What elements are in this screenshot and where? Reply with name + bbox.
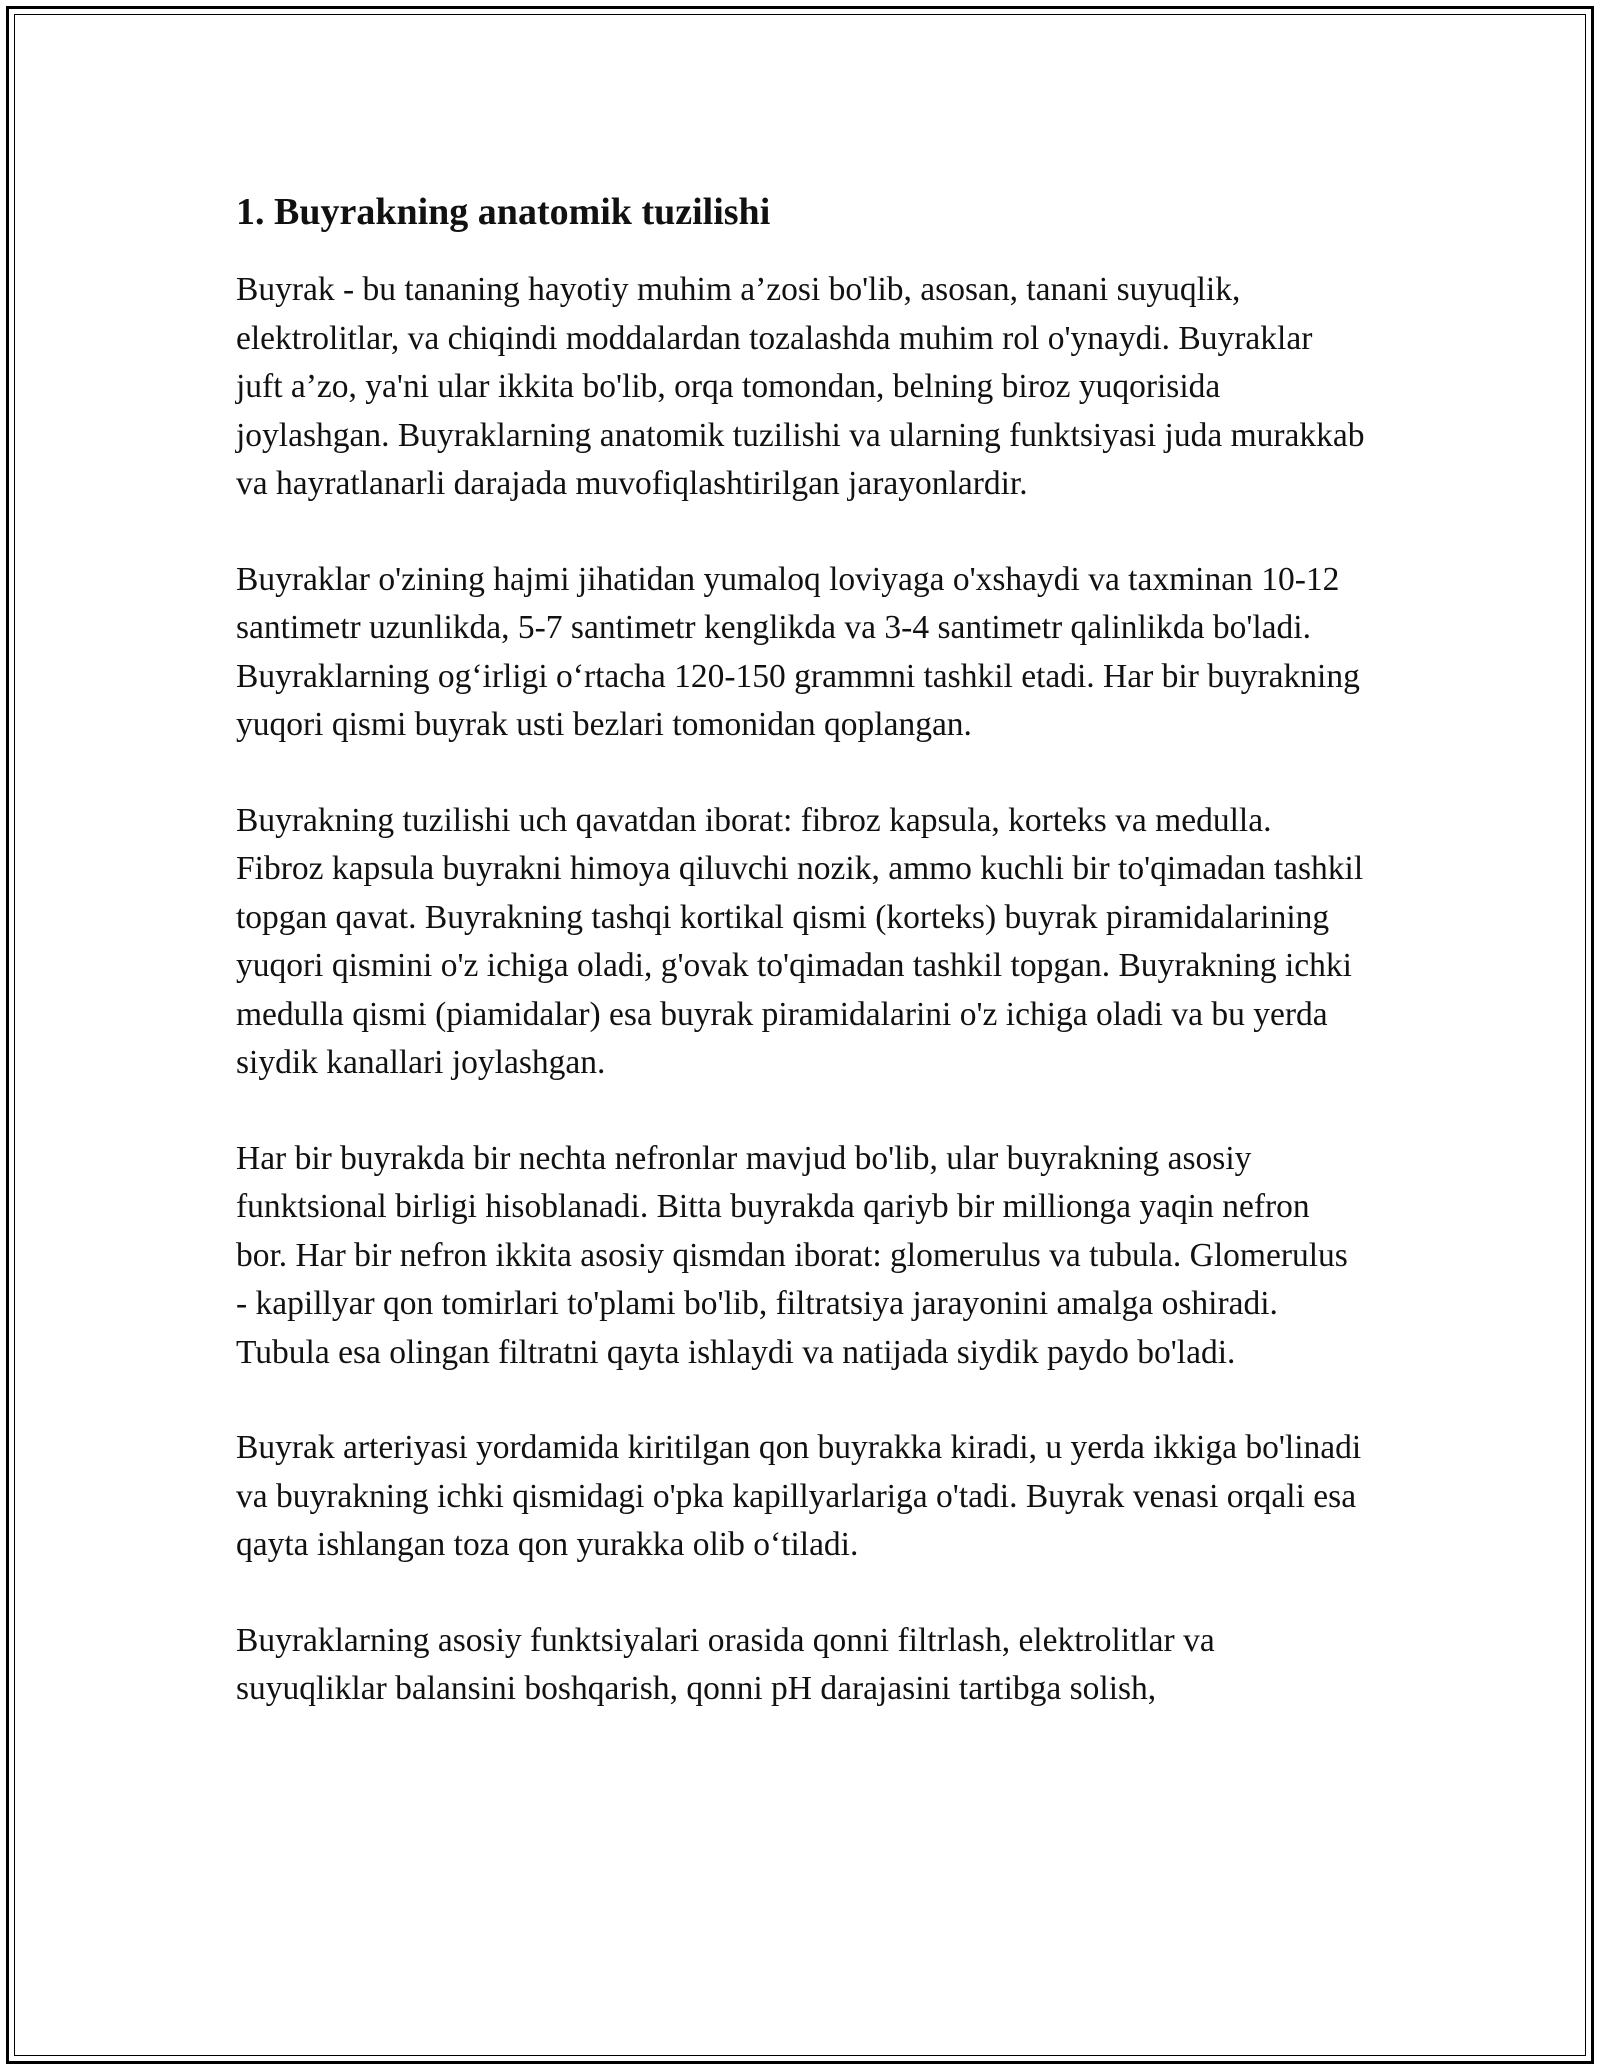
paragraph-1: Buyrak - bu tananing hayotiy muhim a’zosi bo'lib, asosan, tanani suyuqlik, elektrolitlar, va chiqindi moddalardan tozalashda muhim rol o'ynaydi. Buyraklar juft a’zo, ya'ni ular ikkita bo'lib, orqa tomondan, belning biroz yuqorisida joylashgan. Buyraklarning anatomik tuzilishi va ularning funktsiyasi juda murakkab va hayratlanarli darajada muvofiqlashtirilgan jarayonlardir. [236, 271, 1365, 502]
paragraph-6: Buyraklarning asosiy funktsiyalari orasida qonni filtrlash, elektrolitlar va suyuqliklar balansini boshqarish, qonni pH darajasini tartibga solish, [236, 1621, 1215, 1707]
paragraph-2: Buyraklar o'zining hajmi jihatidan yumaloq loviyaga o'xshaydi va taxminan 10-12 santimetr uzunlikda, 5-7 santimetr kenglikda va 3-4 santimetr qalinlikda bo'ladi. Buyraklarning og‘irligi o‘rtacha 120-150 grammni tashkil etadi. Har bir buyrakning yuqori qismi buyrak usti bezlari tomonidan qoplangan. [236, 560, 1360, 743]
paragraph-5: Buyrak arteriyasi yordamida kiritilgan qon buyrakka kiradi, u yerda ikkiga bo'linadi va buyrakning ichki qismidagi o'pka kapillyarlariga o'tadi. Buyrak venasi orqali esa qayta ishlangan toza qon yurakka olib o‘tiladi. [236, 1429, 1362, 1563]
paragraph-4: Har bir buyrakda bir nechta nefronlar mavjud bo'lib, ular buyrakning asosiy funktsional birligi hisoblanadi. Bitta buyrakda qariyb bir millionga yaqin nefron bor. Har bir nefron ikkita asosiy qismdan iborat: glomerulus va tubula. Glomerulus - kapillyar qon tomirlari to'plami bo'lib, filtratsiya jarayonini amalga oshiradi. Tubula esa olingan filtratni qayta ishlaydi va natijada siydik paydo bo'ladi. [236, 1139, 1348, 1371]
section-heading: 1. Buyrakning anatomik tuzilishi [236, 191, 771, 233]
paragraph-3: Buyrakning tuzilishi uch qavatdan iborat: fibroz kapsula, korteks va medulla. Fibroz kapsula buyrakni himoya qiluvchi nozik, ammo kuchli bir to'qimadan tashkil topgan qavat. Buyrakning tashqi kortikal qismi (korteks) buyrak piramidalarining yuqori qismini o'z ichiga oladi, g'ovak to'qimadan tashkil topgan. Buyrakning ichki medulla qismi (piamidalar) esa buyrak piramidalarini o'z ichiga oladi va bu yerda siydik kanallari joylashgan. [236, 801, 1364, 1081]
document-body [236, 188, 1366, 1761]
